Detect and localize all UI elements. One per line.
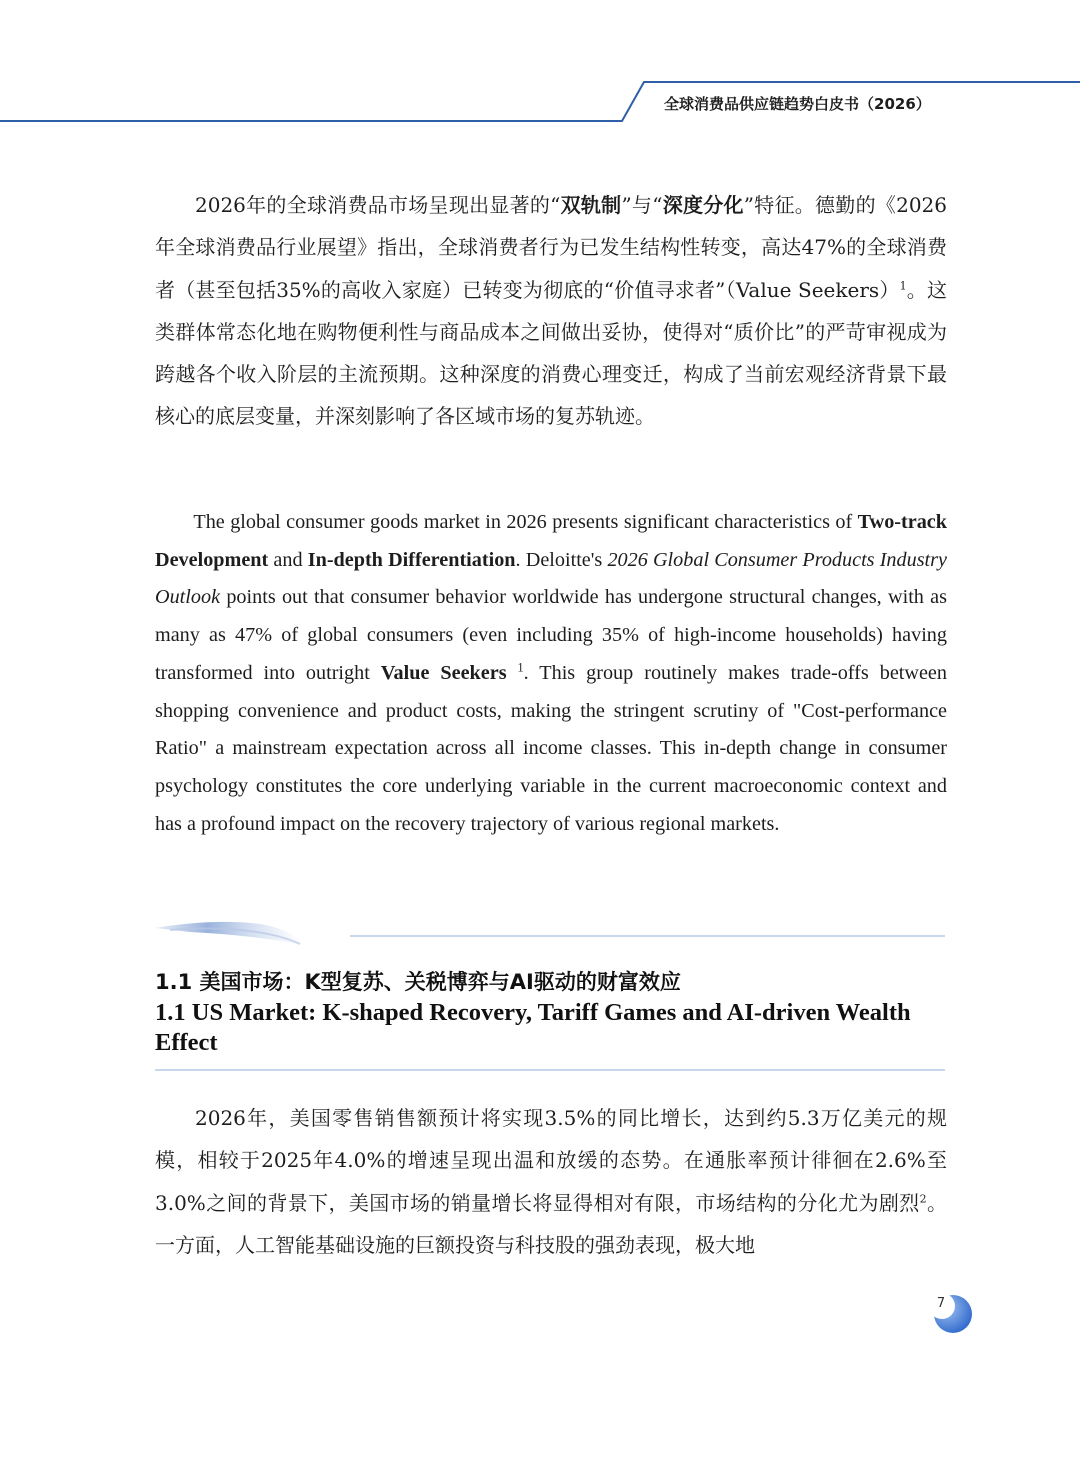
paragraph-en-intro: The global consumer goods market in 2026 presents significant characteristics of Two-track Development and In-depth Differentiation. Deloitte's 2026 Global Consumer Products Industry Outlook points out that consumer behavior worldwide has undergone structural changes, with as many as 47% of global consumers (even including 35% of high-income households) having transformed into outright Value Seekers $^1$. This group routinely makes trade-offs between shopping convenience and product costs, making the stringent scrutiny of "Cost-performance Ratio" a mainstream expectation across all income classes. This in-depth change in consumer psychology constitutes the core underlying variable in the current macroeconomic context and has a profound impact on the recovery trajectory of various regional markets. — [155, 511, 947, 835]
section-divider-decoration — [150, 916, 950, 956]
paragraph-zh-us-market: 2026年，美国零售销售额预计将实现3.5%的同比增长，达到约5.3万亿美元的规模，相较于2025年4.0%的增速呈现出温和放缓的态势。在通胀率预计徘徊在2.6%至3.0%之间的背景下，美国市场的销量增长将显得相对有限，市场结构的分化尤为剧烈$^2$。一方面，人工智能基础设施的巨额投资与科技股的强劲表现，极大地 — [155, 1106, 948, 1257]
footnote-ref: 1 — [899, 278, 907, 292]
running-title: 全球消费品供应链趋势白皮书（2026） — [664, 95, 931, 113]
page-number: 7 — [936, 1296, 946, 1311]
section-heading-zh: 1.1 美国市场：K型复苏、关税博弈与AI驱动的财富效应 — [155, 970, 681, 994]
paragraph-zh-intro: 2026年的全球消费品市场呈现出显著的“双轨制”与“深度分化”特征。德勤的《2026年全球消费品行业展望》指出，全球消费者行为已发生结构性转变，高达47%的全球消费者（甚至包括35%的高收入家庭）已转变为彻底的“价值寻求者”（Value Seekers）$^1$。这类群体常态化地在购物便利性与商品成本之间做出妥协，使得对“质价比”的严苛审视成为跨越各个收入阶层的主流预期。这种深度的消费心理变迁，构成了当前宏观经济背景下最核心的底层变量，并深刻影响了各区域市场的复苏轨迹。 — [155, 193, 948, 429]
section-heading-en: 1.1 US Market: K-shaped Recovery, Tariff Games and AI-driven Wealth Effect — [155, 999, 911, 1056]
section-rule — [155, 1069, 945, 1071]
footnote-ref: 2 — [919, 1191, 927, 1205]
footnote-ref: 1 — [517, 660, 524, 675]
